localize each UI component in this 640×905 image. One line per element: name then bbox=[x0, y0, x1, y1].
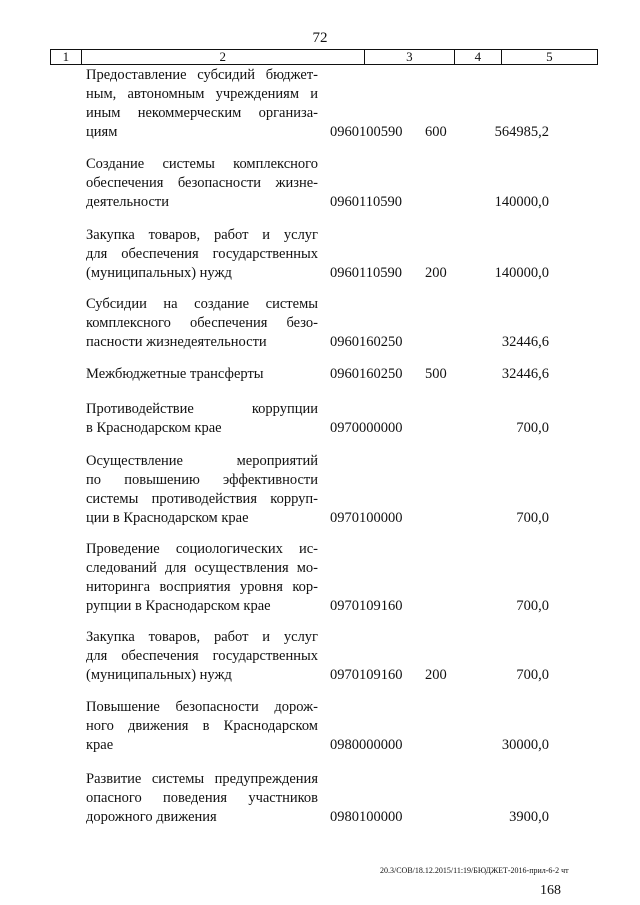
row-description-line: ции в Краснодарском крае bbox=[86, 510, 249, 526]
row-amount: 140000,0 bbox=[494, 265, 549, 281]
column-header-row bbox=[50, 49, 598, 65]
row-code: 0980000000 bbox=[330, 737, 403, 753]
row-description-line: (муниципальных) нужд bbox=[86, 265, 232, 281]
row-description-line: по повышению эффективности bbox=[86, 472, 318, 488]
column-header-1: 1 bbox=[51, 50, 82, 64]
row-description-line: Осуществление мероприятий bbox=[86, 453, 318, 469]
row-description-line: (муниципальных) нужд bbox=[86, 667, 232, 683]
row-code: 0960110590 bbox=[330, 194, 402, 210]
row-code: 0980100000 bbox=[330, 809, 403, 825]
row-description-line: ным, автономным учреждениям и bbox=[86, 86, 318, 102]
row-description bbox=[86, 226, 318, 283]
row-description bbox=[86, 698, 318, 755]
row-description bbox=[86, 365, 318, 384]
page-number-bottom: 168 bbox=[540, 883, 561, 898]
row-description-line: системы противодействия корруп- bbox=[86, 491, 318, 507]
row-amount: 32446,6 bbox=[501, 366, 549, 382]
row-code: 0970000000 bbox=[330, 420, 403, 436]
row-amount: 700,0 bbox=[516, 420, 549, 436]
row-amount: 3900,0 bbox=[509, 809, 549, 825]
row-description-line: Развитие системы предупреждения bbox=[86, 771, 318, 787]
column-header-5: 5 bbox=[546, 49, 553, 64]
row-description-line: Проведение социологических ис- bbox=[86, 541, 318, 557]
row-amount: 30000,0 bbox=[501, 737, 549, 753]
row-code: 0960160250 bbox=[330, 366, 403, 382]
row-description bbox=[86, 155, 318, 212]
row-code: 0960110590 bbox=[330, 265, 402, 281]
row-description-line: обеспечения безопасности жизне- bbox=[86, 175, 318, 191]
row-description-line: опасного поведения участников bbox=[86, 790, 318, 806]
row-description-line: крае bbox=[86, 737, 114, 753]
row-description-line: комплексного обеспечения безо- bbox=[86, 315, 318, 331]
row-description-line: иным некоммерческим организа- bbox=[86, 105, 318, 121]
document-reference: 20.3/СОВ/18.12.2015/11:19/БЮДЖЕТ-2016-прил-6-2 чт bbox=[380, 866, 569, 875]
row-description bbox=[86, 770, 318, 827]
row-description-line: Субсидии на создание системы bbox=[86, 296, 318, 312]
row-code: 0960160250 bbox=[330, 334, 403, 350]
row-expense-type: 500 bbox=[425, 366, 447, 382]
row-expense-type: 200 bbox=[425, 667, 447, 683]
row-description-line: Противодействие коррупции bbox=[86, 401, 318, 417]
row-description bbox=[86, 295, 318, 352]
row-description-line: дорожного движения bbox=[86, 809, 217, 825]
row-code: 0970109160 bbox=[330, 667, 403, 683]
row-description-line: Межбюджетные трансферты bbox=[86, 366, 264, 382]
row-description-line: для обеспечения государственных bbox=[86, 648, 318, 664]
column-header-3: 3 bbox=[365, 50, 455, 64]
row-description bbox=[86, 66, 318, 142]
row-description-line: Создание системы комплексного bbox=[86, 156, 318, 172]
row-description-line: Закупка товаров, работ и услуг bbox=[86, 227, 318, 243]
row-expense-type: 200 bbox=[425, 265, 447, 281]
row-code: 0970100000 bbox=[330, 510, 403, 526]
row-description-line: Предоставление субсидий бюджет- bbox=[86, 67, 318, 83]
page-number-top: 72 bbox=[312, 30, 328, 46]
row-description-line: для обеспечения государственных bbox=[86, 246, 318, 262]
row-description-line: ниторинга восприятия уровня кор- bbox=[86, 579, 318, 595]
row-description-line: пасности жизнедеятельности bbox=[86, 334, 267, 350]
row-description bbox=[86, 628, 318, 685]
row-amount: 140000,0 bbox=[494, 194, 549, 210]
row-description bbox=[86, 400, 318, 438]
row-code: 0960100590 bbox=[330, 124, 403, 140]
row-description-line: Повышение безопасности дорож- bbox=[86, 699, 318, 715]
row-amount: 32446,6 bbox=[501, 334, 549, 350]
row-amount: 700,0 bbox=[516, 598, 549, 614]
row-description-line: Закупка товаров, работ и услуг bbox=[86, 629, 318, 645]
row-amount: 700,0 bbox=[516, 510, 549, 526]
column-header-2: 2 bbox=[82, 50, 365, 64]
row-expense-type: 600 bbox=[425, 124, 447, 140]
row-description-line: ного движения в Краснодарском bbox=[86, 718, 318, 734]
row-description-line: циям bbox=[86, 124, 118, 140]
row-amount: 700,0 bbox=[516, 667, 549, 683]
row-description bbox=[86, 540, 318, 616]
row-description bbox=[86, 452, 318, 528]
row-description-line: следований для осуществления мо- bbox=[86, 560, 318, 576]
row-code: 0970109160 bbox=[330, 598, 403, 614]
row-amount: 564985,2 bbox=[494, 124, 549, 140]
row-description-line: в Краснодарском крае bbox=[86, 420, 222, 436]
column-header-4: 4 bbox=[455, 50, 502, 64]
row-description-line: рупции в Краснодарском крае bbox=[86, 598, 271, 614]
row-description-line: деятельности bbox=[86, 194, 170, 210]
